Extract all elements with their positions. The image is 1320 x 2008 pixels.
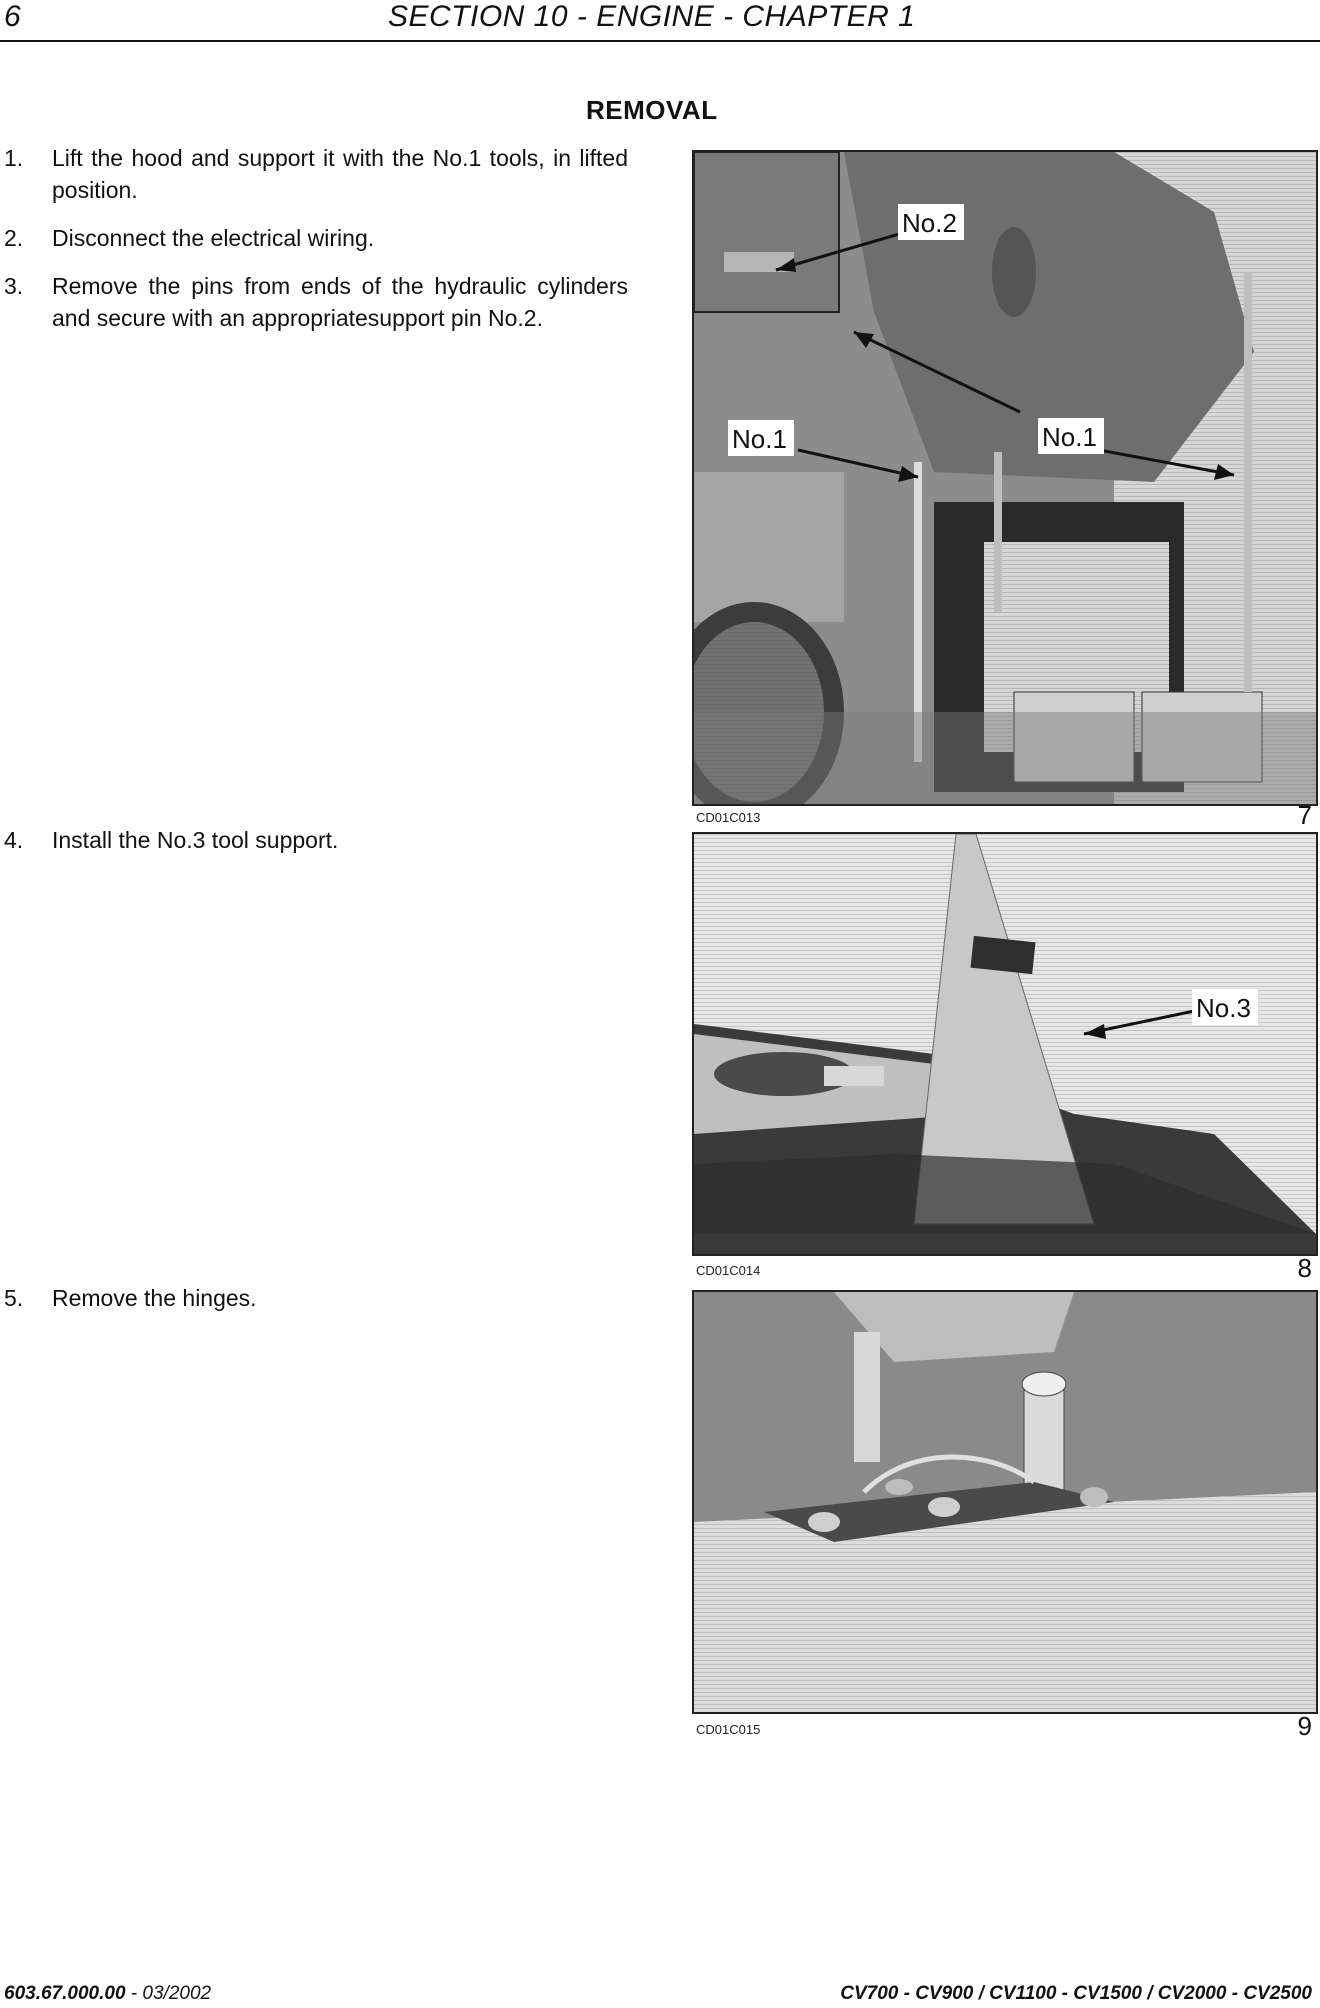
- step-number: 3.: [4, 273, 24, 299]
- step-text: Disconnect the electrical wiring.: [52, 225, 375, 251]
- footer-left: [4, 1983, 211, 2005]
- figure-9-photo: [692, 1290, 1318, 1714]
- page-number: 6: [4, 0, 21, 33]
- figure-8-photo: [692, 832, 1318, 1256]
- figure-9-number: 9: [1297, 1711, 1312, 1741]
- step-text: Install the No.3 tool support.: [52, 827, 339, 853]
- step-text: Remove the hinges.: [52, 1285, 257, 1311]
- step-text: Lift the hood and support it with the No.1 tools, in lifted position.: [52, 145, 628, 203]
- step-number: 2.: [4, 225, 24, 251]
- page-header: [0, 0, 1320, 42]
- hinges-illustration: [694, 1292, 1316, 1712]
- callout-no3: No.3: [1196, 993, 1251, 1023]
- step-text: Remove the pins from ends of the hydraulic cylinders and secure with an appropriatesupport pin No.2.: [52, 273, 628, 331]
- section-title: SECTION 10 - ENGINE - CHAPTER 1: [388, 0, 916, 33]
- footer-models: CV700 - CV900 / CV1100 - CV1500 / CV2000 - CV2500: [840, 1983, 1312, 2004]
- step-number: 5.: [4, 1285, 24, 1311]
- callout-no2: No.2: [902, 208, 957, 238]
- figure-7-photo: [692, 150, 1318, 806]
- figure-7-code: CD01C013: [696, 810, 761, 825]
- callout-no1-right: No.1: [1042, 422, 1097, 452]
- part-number: 603.67.000.00: [4, 1983, 126, 2004]
- figure-7-number: 7: [1297, 800, 1312, 830]
- hood-lifted-illustration: [694, 152, 1316, 804]
- step-number: 4.: [4, 827, 24, 853]
- tool-support-illustration: [694, 834, 1316, 1254]
- removal-heading: REMOVAL: [586, 95, 718, 125]
- step-number: 1.: [4, 145, 24, 171]
- figure-8-code: CD01C014: [696, 1263, 761, 1278]
- callout-no1-left: No.1: [732, 424, 787, 454]
- figure-8-number: 8: [1297, 1253, 1312, 1283]
- footer-date: - 03/2002: [125, 1983, 212, 2004]
- figure-9-code: CD01C015: [696, 1722, 761, 1737]
